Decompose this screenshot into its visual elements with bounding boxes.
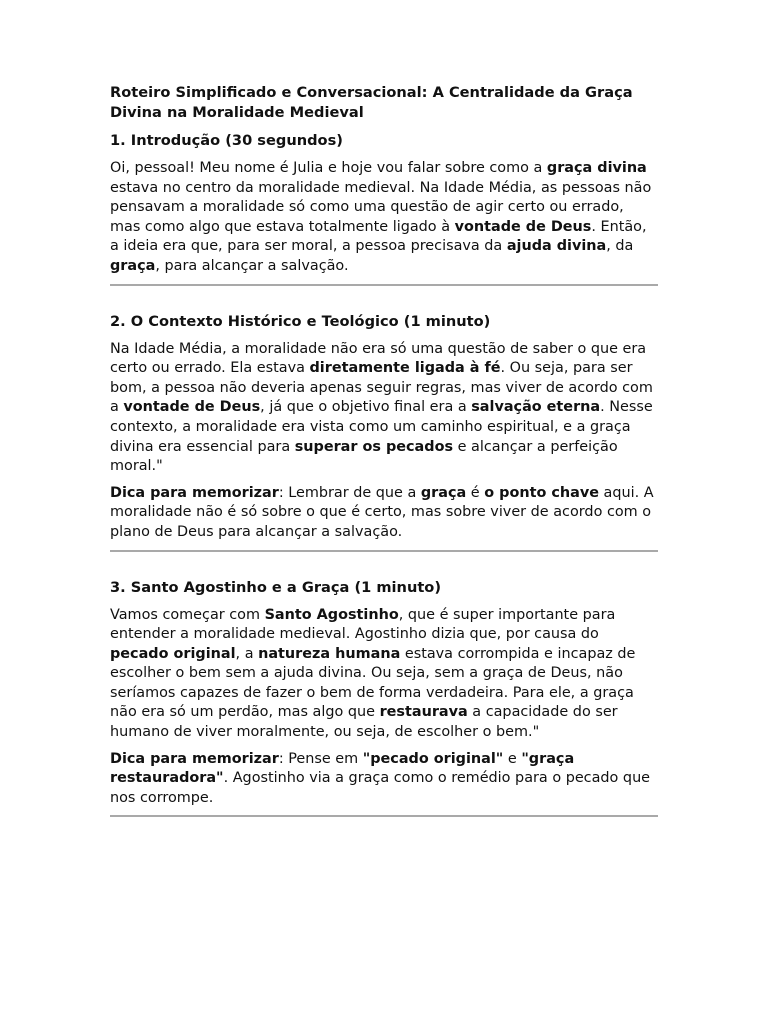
- emphasis-text: "graça restauradora": [110, 750, 575, 787]
- emphasis-text: "pecado original": [362, 750, 504, 767]
- body-text: é: [466, 484, 485, 501]
- body-text: , que é super importante para entender a moralidade medieval. Agostinho dizia que, por causa do: [110, 606, 616, 643]
- emphasis-text: graça divina: [546, 160, 647, 176]
- body-text: . Então, a ideia era que, para ser moral, a pessoa precisava da: [110, 218, 647, 255]
- body-text: , para alcançar a salvação.: [155, 257, 349, 274]
- section-divider: [110, 815, 658, 817]
- emphasis-text: graça: [420, 484, 467, 501]
- body-text: : Pense em: [278, 750, 363, 767]
- emphasis-text: natureza humana: [258, 645, 401, 662]
- body-text: . Nesse contexto, a moralidade era vista como um caminho espiritual, e a graça divina era essencial para: [110, 399, 653, 455]
- emphasis-text: Santo Agostinho: [264, 606, 399, 623]
- body-text: a capacidade do ser humano de viver moralmente, ou seja, de escolher o bem.": [110, 704, 618, 741]
- section-heading: 1. Introdução (30 segundos): [110, 132, 343, 149]
- emphasis-text: graça: [110, 257, 156, 274]
- body-text: e alcançar a perfeição moral.": [110, 438, 618, 475]
- body-text: : Lembrar de que a: [278, 484, 421, 501]
- body-text: e: [503, 750, 522, 767]
- section-santo-agostinho: [110, 578, 658, 818]
- section-heading: 3. Santo Agostinho e a Graça (1 minuto): [110, 578, 442, 596]
- body-text: , já que o objetivo final era a: [260, 399, 472, 416]
- body-text: estava no centro da moralidade medieval. Na Idade Média, as pessoas não pensavam a moralidade só como uma questão de agir certo ou errado, mas como algo que estava totalmente ligado à: [110, 179, 652, 235]
- emphasis-text: pecado original: [110, 645, 236, 662]
- section-heading: 2. O Contexto Histórico e Teológico (1 minuto): [110, 312, 491, 330]
- body-text: . Ou seja, para ser bom, a pessoa não deveria apenas seguir regras, mas viver de acordo com a: [110, 360, 653, 416]
- body-text: Na Idade Média, a moralidade não era só uma questão de saber o que era certo ou errado. Ela estava: [110, 340, 647, 377]
- body-text: , da: [606, 238, 634, 255]
- body-text: Oi, pessoal! Meu nome é Julia e hoje vou falar sobre como a: [110, 160, 547, 176]
- emphasis-text: ajuda divina: [506, 238, 607, 255]
- section-paragraph: [110, 340, 658, 477]
- body-text: , a: [235, 645, 259, 662]
- emphasis-text: superar os pecados: [294, 438, 454, 455]
- section-contexto-historico: [110, 312, 658, 552]
- emphasis-text: o ponto chave: [484, 484, 599, 501]
- section-paragraph: [110, 606, 658, 743]
- emphasis-text: diretamente ligada à fé: [309, 360, 501, 377]
- memorization-tip: [110, 750, 658, 809]
- body-text: . Agostinho via a graça como o remédio para o pecado que nos corrompe.: [110, 770, 651, 806]
- section-introducao: [110, 131, 658, 286]
- section-divider: [110, 550, 658, 552]
- body-text: aqui. A moralidade não é só sobre o que é certo, mas sobre viver de acordo com o plano de Deus para alcançar a salvação.: [110, 484, 654, 540]
- emphasis-text: Dica para memorizar: [110, 750, 279, 767]
- emphasis-text: Dica para memorizar: [110, 484, 279, 501]
- emphasis-text: vontade de Deus: [123, 399, 261, 416]
- emphasis-text: vontade de Deus: [454, 218, 592, 235]
- document-title: Roteiro Simplificado e Conversacional: A Centralidade da Graça Divina na Moralidade Medieval: [110, 84, 633, 121]
- section-divider: [110, 284, 658, 286]
- body-text: estava corrompida e incapaz de escolher o bem sem a ajuda divina. Ou seja, sem a graça de Deus, não seríamos capazes de fazer o bem de forma verdadeira. Para ele, a graça não era só um perdão, mas algo que: [110, 645, 636, 721]
- body-text: Vamos começar com: [110, 606, 265, 623]
- memorization-tip: [110, 484, 658, 543]
- emphasis-text: restaurava: [379, 704, 468, 721]
- emphasis-text: salvação eterna: [471, 399, 601, 416]
- section-paragraph: [110, 159, 658, 277]
- document-page: [110, 83, 658, 843]
